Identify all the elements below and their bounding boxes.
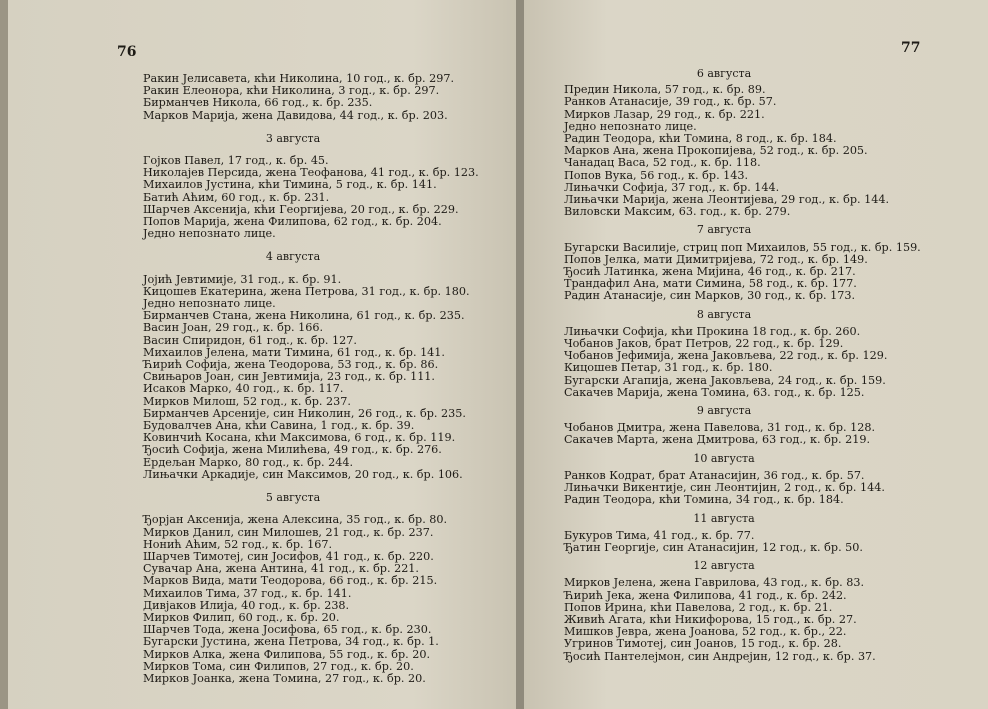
entry-line: Чобанов Јаков, брат Петров, 22 год., к. бр. 129. bbox=[564, 337, 844, 351]
entry-line: Будовалчев Ана, кћи Савина, 1 год., к. бр. 39. bbox=[143, 419, 415, 433]
entry-line: Радин Атанасије, син Марков, 30 год., к. бр. 173. bbox=[564, 289, 856, 303]
entry-line: Мишков Јевра, жена Јоанова, 52 год., к. бр., 22. bbox=[564, 625, 847, 639]
right-page-text bbox=[564, 68, 974, 663]
entry-line: Лињачки Марија, жена Леонтијева, 29 год., к. бр. 144. bbox=[564, 193, 890, 207]
entry-line: Букуров Тима, 41 год., к. бр. 77. bbox=[564, 528, 755, 542]
entry-line: Шарчев Тимотеј, син Јосифов, 41 год., к. бр. 220. bbox=[143, 549, 434, 563]
date-heading: 3 августа bbox=[265, 131, 321, 145]
entry-line: Марков Марија, жена Давидова, 44 год., к. бр. 203. bbox=[143, 108, 448, 122]
entry-line: Шарчев Аксенија, кћи Георгијева, 20 год., к. бр. 229. bbox=[143, 202, 459, 216]
entry-line: Чанадац Васа, 52 год., к. бр. 118. bbox=[564, 156, 761, 170]
entry-line: Чобанов Дмитра, жена Павелова, 31 год., к. бр. 128. bbox=[564, 421, 876, 435]
date-heading: 10 августа bbox=[693, 451, 755, 465]
entry-line: Сакачев Марија, жена Томина, 63. год., к. бр. 125. bbox=[564, 385, 865, 399]
entry-line: Михаилов Јелена, мати Тимина, 61 год., к. бр. 141. bbox=[143, 345, 445, 359]
entry-line: Мирков Јелена, жена Гаврилова, 43 год., к. бр. 83. bbox=[564, 576, 865, 590]
entry-line: Сувачар Ана, жена Антина, 41 год., к. бр. 221. bbox=[143, 562, 419, 576]
date-heading: 6 августа bbox=[696, 67, 752, 80]
entry-line: Бирманчев Никола, 66 год., к. бр. 235. bbox=[143, 96, 373, 110]
page-edge bbox=[0, 0, 8, 709]
entry-line: Попов Ирина, кћи Павелова, 2 год., к. бр. 21. bbox=[564, 600, 833, 614]
date-heading: 5 августа bbox=[265, 491, 321, 505]
left-page-text bbox=[143, 73, 503, 685]
entry-line: Исаков Марко, 40 год., к. бр. 117. bbox=[143, 382, 344, 396]
entry-line: Кицошев Екатерина, жена Петрова, 31 год., к. бр. 180. bbox=[143, 284, 470, 298]
entry-line: Мирков Лазар, 29 год., к. бр. 221. bbox=[564, 107, 765, 121]
carryover-entries bbox=[143, 73, 503, 122]
entry-line: Васин Спиридон, 61 год., к. бр. 127. bbox=[143, 333, 357, 347]
entry-line: Ђосић Пантелејмон, син Андрејин, 12 год., к. бр. 37. bbox=[564, 649, 876, 663]
entry-line: Сакачев Марта, жена Дмитрова, 63 год., к. бр. 219. bbox=[564, 433, 871, 447]
entry-line: Гојков Павел, 17 год., к. бр. 45. bbox=[143, 154, 329, 168]
entry-line: Једно непознато лице. bbox=[564, 119, 697, 133]
entry-line: Ранков Кодрат, брат Атанасијин, 36 год., к. бр. 57. bbox=[564, 468, 865, 482]
date-heading: 7 августа bbox=[696, 223, 752, 237]
entry-line: Ђорјан Аксенија, жена Алексина, 35 год., к. бр. 80. bbox=[143, 513, 448, 527]
entry-line: Лињачки Викентије, син Леонтијин, 2 год., к. бр. 144. bbox=[564, 481, 885, 495]
right-page bbox=[524, 0, 988, 709]
date-heading: 9 августа bbox=[696, 404, 752, 418]
entry-line: Лињачки Софија, кћи Прокина 18 год., к. бр. 260. bbox=[564, 324, 861, 338]
entry-line: Свињаров Јоан, син Јевтимија, 23 год., к. бр. 111. bbox=[143, 370, 435, 384]
entry-line: Мирков Тома, син Филипов, 27 год., к. бр. 20. bbox=[143, 659, 414, 673]
entry-line: Васин Јоан, 29 год., к. бр. 166. bbox=[143, 321, 324, 335]
entry-line: Ђатин Георгије, син Атанасијин, 12 год., к. бр. 50. bbox=[564, 540, 863, 554]
entry-line: Попов Јелка, мати Димитријева, 72 год., к. бр. 149. bbox=[564, 252, 868, 266]
entry-line: Предин Никола, 57 год., к. бр. 89. bbox=[564, 83, 766, 97]
entry-line: Живић Агата, кћи Никифорова, 15 год., к. бр. 27. bbox=[564, 612, 857, 626]
entry-line: Радин Теодора, кћи Томина, 34 год., к. бр. 184. bbox=[564, 493, 844, 507]
entry-line: Бирманчев Стана, жена Николина, 61 год., к. бр. 235. bbox=[143, 309, 465, 323]
entry-line: Бирманчев Арсеније, син Николин, 26 год., к. бр. 235. bbox=[143, 406, 466, 420]
entry-line: Марков Вида, мати Теодорова, 66 год., к. бр. 215. bbox=[143, 574, 438, 588]
entry-line: Ђосић Латинка, жена Мијина, 46 год., к. бр. 217. bbox=[564, 265, 856, 279]
entry-line: Ковинчић Косана, кћи Максимова, 6 год., к. бр. 119. bbox=[143, 431, 456, 445]
entry-line: Виловски Максим, 63. год., к. бр. 279. bbox=[564, 205, 791, 219]
entry-line: Бугарски Василије, стриц поп Михаилов, 55 год., к. бр. 159. bbox=[564, 240, 921, 254]
book-gutter bbox=[516, 0, 524, 709]
entry-line: Попов Вука, 56 год., к. бр. 143. bbox=[564, 168, 749, 182]
entry-line: Радин Теодора, кћи Томина, 8 год., к. бр. 184. bbox=[564, 132, 837, 146]
entry-line: Дивјаков Илија, 40 год., к. бр. 238. bbox=[143, 598, 350, 612]
date-heading: 11 августа bbox=[693, 511, 755, 525]
entry-line: Лињачки Аркадије, син Максимов, 20 год., к. бр. 106. bbox=[143, 467, 463, 481]
entry-line: Угринов Тимотеј, син Јоанов, 15 год., к. бр. 28. bbox=[564, 637, 842, 651]
entry-line: Батић Аћим, 60 год., к. бр. 231. bbox=[143, 190, 330, 204]
entry-line: Једно непознато лице. bbox=[143, 227, 276, 241]
entry-line: Шарчев Тода, жена Јосифова, 65 год., к. бр. 230. bbox=[143, 623, 432, 637]
entry-line: Лињачки Софија, 37 год., к. бр. 144. bbox=[564, 180, 780, 194]
entry-line: Јојић Јевтимије, 31 год., к. бр. 91. bbox=[143, 272, 342, 286]
page-number: 77 bbox=[901, 40, 921, 56]
entry-line: Кицошев Петар, 31 год., к. бр. 180. bbox=[564, 361, 773, 375]
entry-line: Мирков Филип, 60 год., к. бр. 20. bbox=[143, 610, 340, 624]
entry-line: Ракин Јелисавета, кћи Николина, 10 год., к. бр. 297. bbox=[143, 72, 455, 85]
entry-line: Михаилов Јустина, кћи Тимина, 5 год., к. бр. 141. bbox=[143, 178, 437, 192]
entry-line: Чобанов Јефимија, жена Јаковљева, 22 год., к. бр. 129. bbox=[564, 349, 888, 363]
date-heading: 4 августа bbox=[265, 250, 321, 264]
entry-line: Михаилов Тима, 37 год., к. бр. 141. bbox=[143, 586, 352, 600]
entry-line: Ракин Елеонора, кћи Николина, 3 год., к. бр. 297. bbox=[143, 84, 440, 98]
entry-line: Једно непознато лице. bbox=[143, 297, 276, 311]
entry-line: Ћирић Софија, жена Теодорова, 53 год., к. бр. 86. bbox=[143, 358, 439, 372]
entry-line: Нонић Аћим, 52 год., к. бр. 167. bbox=[143, 537, 333, 551]
entry-line: Трандафил Ана, мати Симина, 58 год., к. бр. 177. bbox=[564, 277, 857, 291]
page-number: 76 bbox=[117, 44, 137, 60]
date-heading: 8 августа bbox=[696, 307, 752, 321]
entry-line: Мирков Јоанка, жена Томина, 27 год., к. бр. 20. bbox=[143, 671, 426, 685]
entry-line: Бугарски Јустина, жена Петрова, 34 год., к. бр. 1. bbox=[143, 635, 439, 649]
entry-line: Марков Ана, жена Прокопијева, 52 год., к. бр. 205. bbox=[564, 144, 868, 158]
entry-line: Ћирић Јека, жена Филипова, 41 год., к. бр. 242. bbox=[564, 588, 847, 602]
date-heading: 12 августа bbox=[693, 559, 755, 573]
entry-line: Ранков Атанасије, 39 год., к. бр. 57. bbox=[564, 95, 777, 109]
entry-line: Мирков Алка, жена Филипова, 55 год., к. бр. 20. bbox=[143, 647, 431, 661]
entry-line: Ердељан Марко, 80 год., к. бр. 244. bbox=[143, 455, 354, 469]
entry-line: Мирков Данил, син Милошев, 21 год., к. бр. 237. bbox=[143, 525, 434, 539]
entry-line: Николајев Персида, жена Теофанова, 41 год., к. бр. 123. bbox=[143, 166, 479, 180]
entry-line: Попов Марија, жена Филипова, 62 год., к. бр. 204. bbox=[143, 215, 442, 229]
entry-line: Мирков Милош, 52 год., к. бр. 237. bbox=[143, 394, 351, 408]
entry-line: Ђосић Софија, жена Милићева, 49 год., к. бр. 276. bbox=[143, 443, 442, 457]
entry-line: Бугарски Агапија, жена Јаковљева, 24 год., к. бр. 159. bbox=[564, 373, 886, 387]
